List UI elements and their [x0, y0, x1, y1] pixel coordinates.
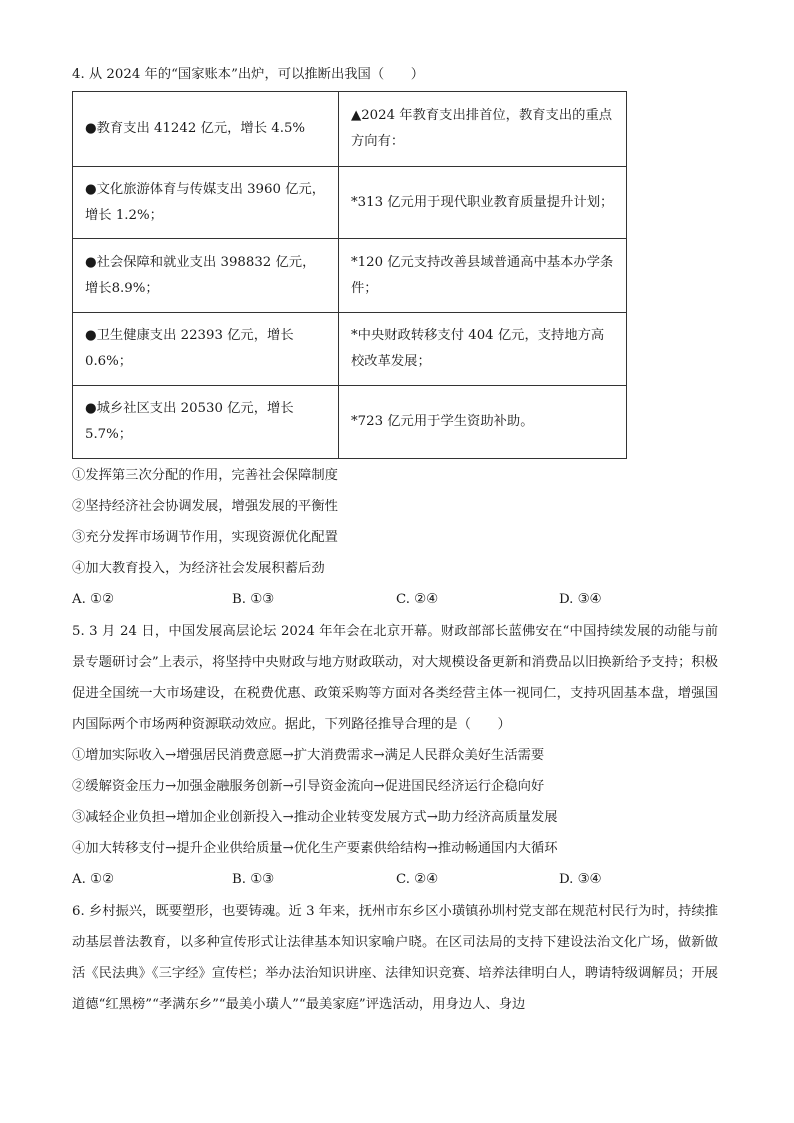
q4-option-d[interactable]: D. ③④: [559, 592, 602, 607]
table-row: [73, 386, 627, 459]
q5-stem: 5. 3 月 24 日，中国发展高层论坛 2024 年年会在北京开幕。财政部部长蓝佛安在“中国持续发展的动能与前景专题研讨会”上表示，将坚持中央财政与地方财政联动，对大规模设备更新和消费品以旧换新给予支持；积极促进全国统一大市场建设，在税费优惠、政策采购等方面对各类经营主体一视同仁，支持巩固基本盘，增强国内国际两个市场两种资源联动效应。据此，下列路径推导合理的是（ ）: [72, 624, 718, 732]
q5-option-d[interactable]: D. ③④: [559, 872, 602, 887]
table-cell: ●文化旅游体育与传媒支出 3960 亿元，增长 1.2%；: [73, 167, 339, 239]
q4-stem: 4. 从 2024 年的“国家账本”出炉，可以推断出我国（ ）: [72, 67, 425, 82]
q4-item-1: ①发挥第三次分配的作用，完善社会保障制度: [72, 468, 338, 483]
table-row: [73, 167, 627, 239]
q4-option-a[interactable]: A. ①②: [72, 592, 114, 607]
table-cell: ▲2024 年教育支出排首位，教育支出的重点方向有：: [339, 92, 627, 167]
table-cell: ●卫生健康支出 22393 亿元，增长 0.6%；: [73, 313, 339, 386]
q4-item-3: ③充分发挥市场调节作用，实现资源优化配置: [72, 530, 338, 545]
q4-data-table: [72, 91, 627, 459]
q4-options: [72, 590, 632, 610]
table-cell: *中央财政转移支付 404 亿元，支持地方高校改革发展；: [339, 313, 627, 386]
q5-options: [72, 870, 632, 890]
table-cell: *120 亿元支持改善县域普通高中基本办学条件；: [339, 239, 627, 313]
q5-option-c[interactable]: C. ②④: [396, 872, 438, 887]
table-cell: *313 亿元用于现代职业教育质量提升计划；: [339, 167, 627, 239]
table-row: [73, 239, 627, 313]
table-cell: *723 亿元用于学生资助补助。: [339, 386, 627, 459]
q5-item-4: ④加大转移支付→提升企业供给质量→优化生产要素供给结构→推动畅通国内大循环: [72, 841, 558, 856]
table-cell: ●教育支出 41242 亿元，增长 4.5%: [73, 92, 339, 167]
q6-stem: 6. 乡村振兴，既要塑形，也要铸魂。近 3 年来，抚州市东乡区小璜镇孙圳村党支部在规范村民行为时，持续推动基层普法教育，以多种宣传形式让法律基本知识家喻户晓。在区司法局的支持下建设法治文化广场，做新做活《民法典》《三字经》宣传栏；举办法治知识讲座、法律知识竞赛、培养法律明白人，聘请特级调解员；开展道德“红黑榜”“孝满东乡”“最美小璜人”“最美家庭”评选活动，用身边人、身边: [72, 904, 718, 1012]
q4-item-4: ④加大教育投入，为经济社会发展积蓄后劲: [72, 561, 325, 576]
q4-option-c[interactable]: C. ②④: [396, 592, 438, 607]
q5-item-1: ①增加实际收入→增强居民消费意愿→扩大消费需求→满足人民群众美好生活需要: [72, 748, 545, 763]
table-cell: ●城乡社区支出 20530 亿元，增长 5.7%；: [73, 386, 339, 459]
q5-item-2: ②缓解资金压力→加强金融服务创新→引导资金流向→促进国民经济运行企稳向好: [72, 779, 545, 794]
q5-option-a[interactable]: A. ①②: [72, 872, 114, 887]
q5-item-3: ③减轻企业负担→增加企业创新投入→推动企业转变发展方式→助力经济高质量发展: [72, 810, 558, 825]
table-cell: ●社会保障和就业支出 398832 亿元，增长8.9%；: [73, 239, 339, 313]
table-row: [73, 92, 627, 167]
q5-option-b[interactable]: B. ①③: [232, 872, 275, 887]
table-row: [73, 313, 627, 386]
q4-option-b[interactable]: B. ①③: [232, 592, 275, 607]
q4-item-2: ②坚持经济社会协调发展，增强发展的平衡性: [72, 499, 338, 514]
